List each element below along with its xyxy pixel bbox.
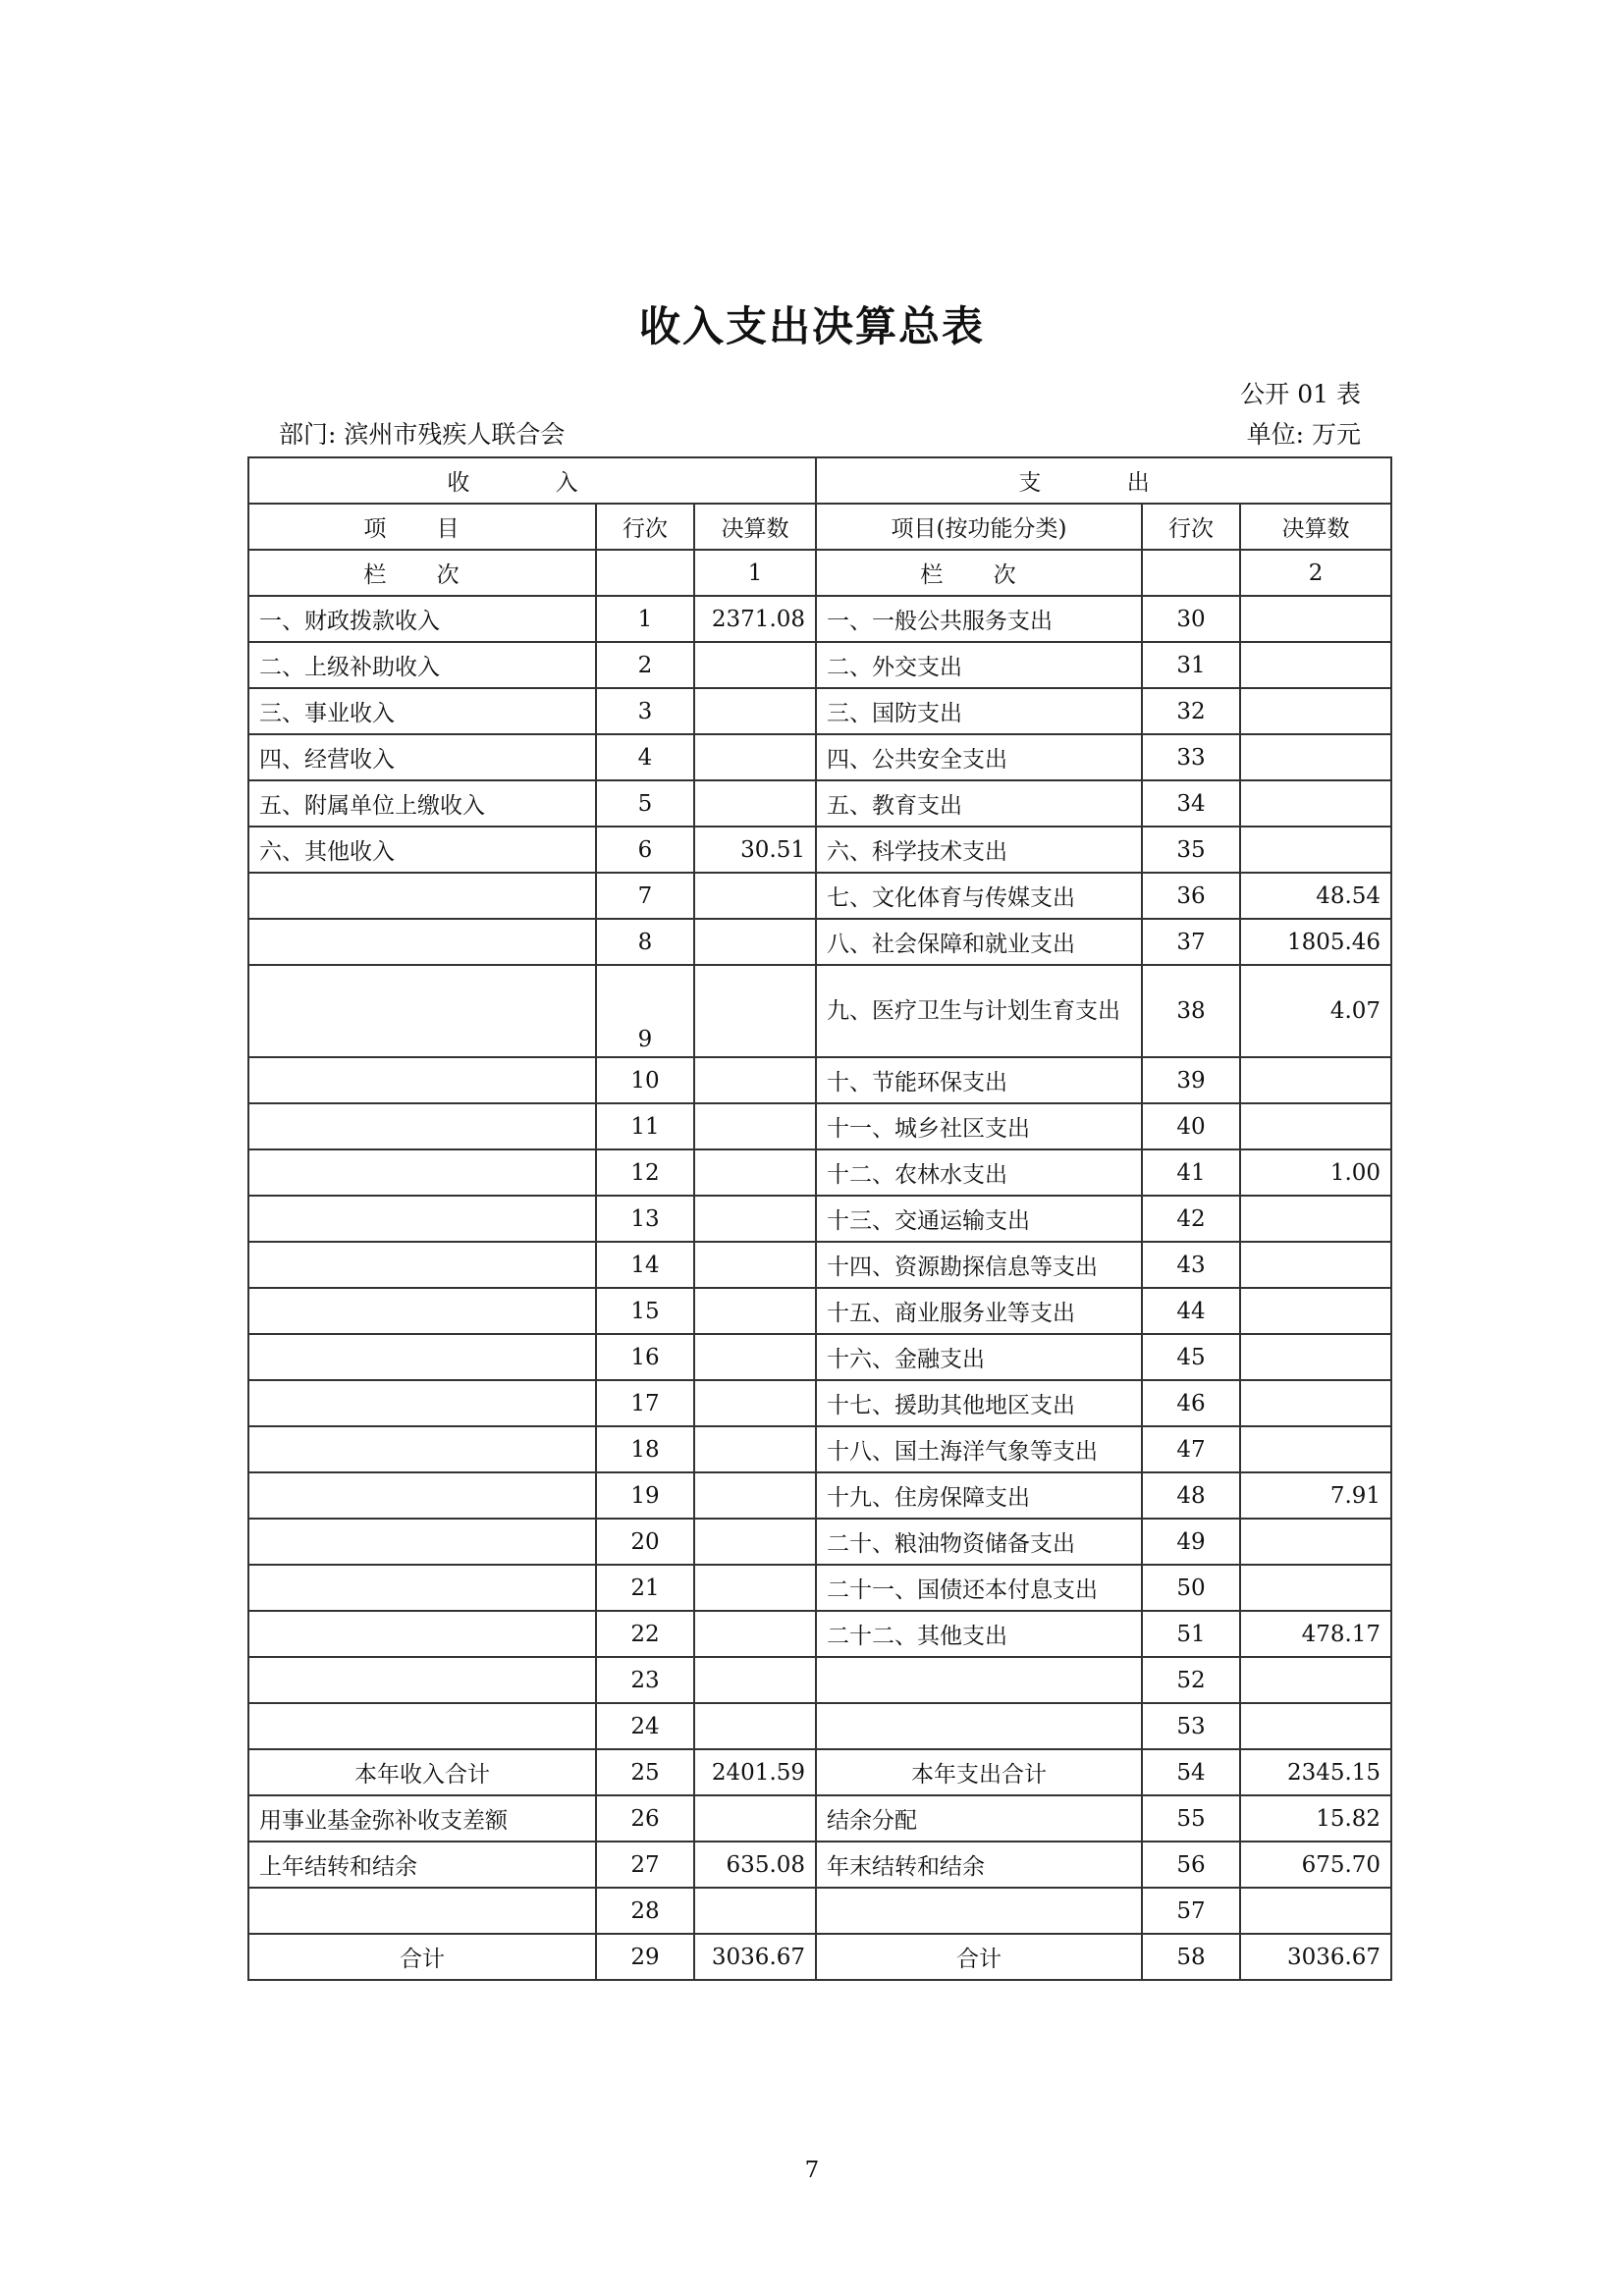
income-item-cell: [248, 1703, 596, 1749]
income-item-cell: [248, 965, 596, 1057]
income-item-cell: 四、经营收入: [248, 734, 596, 780]
income-item-cell: 三、事业收入: [248, 688, 596, 734]
income-row-no-cell: 24: [596, 1703, 694, 1749]
expense-row-no-cell: 56: [1142, 1842, 1240, 1888]
income-amount-cell: [694, 919, 816, 965]
income-row-no-cell: 7: [596, 873, 694, 919]
table-row: [248, 1288, 1391, 1334]
empty-cell: [1142, 550, 1240, 596]
income-amount-cell: [694, 1334, 816, 1380]
expense-item-cell: [816, 1888, 1142, 1934]
expense-amount-cell: [1240, 1380, 1391, 1426]
table-row: [248, 1149, 1391, 1196]
income-amount-cell: 635.08: [694, 1842, 816, 1888]
expense-row-no-cell: 51: [1142, 1611, 1240, 1657]
expense-row-no-cell: 35: [1142, 827, 1240, 873]
income-column-index: 1: [694, 550, 816, 596]
expense-row-no-cell: 46: [1142, 1380, 1240, 1426]
income-row-no-cell: 26: [596, 1795, 694, 1842]
expense-row-no-cell: 31: [1142, 642, 1240, 688]
expense-amount-cell: [1240, 1288, 1391, 1334]
expense-row-no-cell: 39: [1142, 1057, 1240, 1103]
income-item-cell: 用事业基金弥补收支差额: [248, 1795, 596, 1842]
expense-item-cell: 本年支出合计: [816, 1749, 1142, 1795]
income-amount-header: 决算数: [694, 504, 816, 550]
expense-row-no-cell: 48: [1142, 1472, 1240, 1519]
table-row: [248, 1842, 1391, 1888]
expense-row-no-cell: 57: [1142, 1888, 1240, 1934]
income-row-no-cell: 15: [596, 1288, 694, 1334]
table-row: [248, 1196, 1391, 1242]
income-item-cell: [248, 919, 596, 965]
expense-row-no-cell: 43: [1142, 1242, 1240, 1288]
expense-item-cell: 八、社会保障和就业支出: [816, 919, 1142, 965]
expense-item-cell: 年末结转和结余: [816, 1842, 1142, 1888]
expense-item-cell: 五、教育支出: [816, 780, 1142, 827]
table-body: [248, 596, 1391, 1980]
unit-label: 单位: 万元: [1246, 420, 1361, 449]
department-label: 部门: 滨州市残疾人联合会: [279, 420, 566, 449]
expense-section-header: 支 出: [816, 457, 1391, 504]
expense-amount-cell: 1805.46: [1240, 919, 1391, 965]
expense-row-no-cell: 30: [1142, 596, 1240, 642]
income-row-no-cell: 10: [596, 1057, 694, 1103]
expense-amount-cell: [1240, 1196, 1391, 1242]
expense-row-no-cell: 54: [1142, 1749, 1240, 1795]
expense-item-cell: 六、科学技术支出: [816, 827, 1142, 873]
expense-column-index: 2: [1240, 550, 1391, 596]
expense-item-cell: 十九、住房保障支出: [816, 1472, 1142, 1519]
income-amount-cell: [694, 873, 816, 919]
income-item-cell: [248, 1472, 596, 1519]
income-column-label: 栏 次: [248, 550, 596, 596]
income-row-no-cell: 17: [596, 1380, 694, 1426]
expense-item-cell: 十七、援助其他地区支出: [816, 1380, 1142, 1426]
expense-row-no-cell: 52: [1142, 1657, 1240, 1703]
expense-item-cell: 十六、金融支出: [816, 1334, 1142, 1380]
income-row-no-cell: 21: [596, 1565, 694, 1611]
expense-row-no-cell: 53: [1142, 1703, 1240, 1749]
expense-item-cell: 结余分配: [816, 1795, 1142, 1842]
income-row-no-cell: 9: [596, 965, 694, 1057]
expense-amount-cell: [1240, 1657, 1391, 1703]
income-amount-cell: [694, 1103, 816, 1149]
expense-row-no-cell: 45: [1142, 1334, 1240, 1380]
expense-row-no-cell: 40: [1142, 1103, 1240, 1149]
expense-amount-cell: [1240, 734, 1391, 780]
expense-amount-cell: [1240, 1888, 1391, 1934]
expense-item-cell: 三、国防支出: [816, 688, 1142, 734]
expense-item-cell: 十、节能环保支出: [816, 1057, 1142, 1103]
income-amount-cell: [694, 1380, 816, 1426]
budget-summary-table: [247, 456, 1392, 1981]
table-row: [248, 1749, 1391, 1795]
income-item-cell: [248, 1242, 596, 1288]
expense-item-cell: 十四、资源勘探信息等支出: [816, 1242, 1142, 1288]
income-row-no-header: 行次: [596, 504, 694, 550]
expense-amount-header: 决算数: [1240, 504, 1391, 550]
income-amount-cell: [694, 780, 816, 827]
expense-row-no-cell: 55: [1142, 1795, 1240, 1842]
income-amount-cell: [694, 1657, 816, 1703]
expense-item-cell: 十二、农林水支出: [816, 1149, 1142, 1196]
income-amount-cell: [694, 965, 816, 1057]
income-item-cell: [248, 1103, 596, 1149]
expense-row-no-cell: 38: [1142, 965, 1240, 1057]
table-row: [248, 1103, 1391, 1149]
income-item-cell: 合计: [248, 1934, 596, 1980]
income-row-no-cell: 29: [596, 1934, 694, 1980]
income-row-no-cell: 20: [596, 1519, 694, 1565]
expense-amount-cell: 675.70: [1240, 1842, 1391, 1888]
income-row-no-cell: 12: [596, 1149, 694, 1196]
table-row: [248, 1657, 1391, 1703]
income-row-no-cell: 18: [596, 1426, 694, 1472]
income-section-header: 收 入: [248, 457, 816, 504]
income-amount-cell: 2371.08: [694, 596, 816, 642]
table-row: [248, 780, 1391, 827]
expense-row-no-cell: 36: [1142, 873, 1240, 919]
income-item-cell: 一、财政拨款收入: [248, 596, 596, 642]
expense-column-label: 栏 次: [816, 550, 1142, 596]
expense-amount-cell: [1240, 1242, 1391, 1288]
table-row: [248, 1934, 1391, 1980]
expense-amount-cell: 4.07: [1240, 965, 1391, 1057]
income-row-no-cell: 28: [596, 1888, 694, 1934]
income-row-no-cell: 23: [596, 1657, 694, 1703]
income-item-cell: 六、其他收入: [248, 827, 596, 873]
income-amount-cell: 30.51: [694, 827, 816, 873]
expense-item-cell: 七、文化体育与传媒支出: [816, 873, 1142, 919]
income-row-no-cell: 11: [596, 1103, 694, 1149]
expense-item-cell: [816, 1657, 1142, 1703]
income-amount-cell: [694, 1795, 816, 1842]
income-amount-cell: [694, 642, 816, 688]
table-row: [248, 965, 1391, 1057]
expense-item-header: 项目(按功能分类): [816, 504, 1142, 550]
table-row: [248, 827, 1391, 873]
expense-item-cell: 九、医疗卫生与计划生育支出: [816, 965, 1142, 1057]
table-row: [248, 1472, 1391, 1519]
table-row: [248, 1242, 1391, 1288]
table-row: [248, 1334, 1391, 1380]
expense-amount-cell: [1240, 1565, 1391, 1611]
income-amount-cell: [694, 1565, 816, 1611]
income-amount-cell: [694, 1519, 816, 1565]
expense-row-no-header: 行次: [1142, 504, 1240, 550]
table-column-header-row: [248, 504, 1391, 550]
income-item-cell: 五、附属单位上缴收入: [248, 780, 596, 827]
table-row: [248, 1380, 1391, 1426]
income-row-no-cell: 16: [596, 1334, 694, 1380]
income-amount-cell: [694, 1149, 816, 1196]
income-item-cell: [248, 1888, 596, 1934]
expense-row-no-cell: 41: [1142, 1149, 1240, 1196]
income-item-cell: 上年结转和结余: [248, 1842, 596, 1888]
expense-row-no-cell: 32: [1142, 688, 1240, 734]
income-item-cell: [248, 1149, 596, 1196]
expense-row-no-cell: 58: [1142, 1934, 1240, 1980]
income-item-cell: 二、上级补助收入: [248, 642, 596, 688]
income-amount-cell: [694, 734, 816, 780]
expense-amount-cell: [1240, 1057, 1391, 1103]
expense-amount-cell: [1240, 1703, 1391, 1749]
expense-row-no-cell: 33: [1142, 734, 1240, 780]
table-row: [248, 688, 1391, 734]
income-row-no-cell: 13: [596, 1196, 694, 1242]
expense-row-no-cell: 49: [1142, 1519, 1240, 1565]
expense-amount-cell: 15.82: [1240, 1795, 1391, 1842]
table-row: [248, 596, 1391, 642]
table-section-header-row: [248, 457, 1391, 504]
table-row: [248, 1426, 1391, 1472]
expense-item-cell: [816, 1703, 1142, 1749]
expense-amount-cell: [1240, 827, 1391, 873]
income-item-cell: [248, 1334, 596, 1380]
income-row-no-cell: 5: [596, 780, 694, 827]
income-row-no-cell: 25: [596, 1749, 694, 1795]
table-row: [248, 1057, 1391, 1103]
income-item-cell: [248, 1657, 596, 1703]
income-amount-cell: [694, 1288, 816, 1334]
expense-row-no-cell: 50: [1142, 1565, 1240, 1611]
expense-row-no-cell: 47: [1142, 1426, 1240, 1472]
table-row: [248, 919, 1391, 965]
expense-amount-cell: 7.91: [1240, 1472, 1391, 1519]
expense-item-cell: 十三、交通运输支出: [816, 1196, 1142, 1242]
table-column-index-row: [248, 550, 1391, 596]
expense-amount-cell: [1240, 596, 1391, 642]
income-amount-cell: [694, 1703, 816, 1749]
income-item-cell: [248, 1426, 596, 1472]
expense-amount-cell: [1240, 688, 1391, 734]
income-amount-cell: [694, 1426, 816, 1472]
expense-item-cell: 二十一、国债还本付息支出: [816, 1565, 1142, 1611]
income-item-cell: [248, 1380, 596, 1426]
income-item-cell: [248, 1611, 596, 1657]
expense-amount-cell: [1240, 1334, 1391, 1380]
income-item-cell: [248, 873, 596, 919]
income-row-no-cell: 19: [596, 1472, 694, 1519]
income-item-cell: [248, 1519, 596, 1565]
table-row: [248, 1519, 1391, 1565]
expense-item-cell: 十五、商业服务业等支出: [816, 1288, 1142, 1334]
income-amount-cell: [694, 1242, 816, 1288]
expense-amount-cell: [1240, 780, 1391, 827]
expense-item-cell: 二十二、其他支出: [816, 1611, 1142, 1657]
expense-row-no-cell: 42: [1142, 1196, 1240, 1242]
income-amount-cell: [694, 1611, 816, 1657]
page-title: 收入支出决算总表: [638, 302, 985, 350]
expense-item-cell: 二十、粮油物资储备支出: [816, 1519, 1142, 1565]
expense-row-no-cell: 34: [1142, 780, 1240, 827]
table-row: [248, 642, 1391, 688]
expense-item-cell: 合计: [816, 1934, 1142, 1980]
income-row-no-cell: 2: [596, 642, 694, 688]
table-row: [248, 1611, 1391, 1657]
table-row: [248, 734, 1391, 780]
income-amount-cell: 3036.67: [694, 1934, 816, 1980]
table-row: [248, 873, 1391, 919]
income-row-no-cell: 1: [596, 596, 694, 642]
expense-item-cell: 一、一般公共服务支出: [816, 596, 1142, 642]
income-amount-cell: [694, 1888, 816, 1934]
expense-item-cell: 四、公共安全支出: [816, 734, 1142, 780]
expense-amount-cell: [1240, 642, 1391, 688]
income-item-cell: [248, 1196, 596, 1242]
income-amount-cell: [694, 1472, 816, 1519]
expense-amount-cell: [1240, 1103, 1391, 1149]
expense-amount-cell: 1.00: [1240, 1149, 1391, 1196]
income-row-no-cell: 22: [596, 1611, 694, 1657]
table-row: [248, 1703, 1391, 1749]
table-row: [248, 1888, 1391, 1934]
expense-amount-cell: 478.17: [1240, 1611, 1391, 1657]
income-row-no-cell: 27: [596, 1842, 694, 1888]
expense-amount-cell: 2345.15: [1240, 1749, 1391, 1795]
empty-cell: [596, 550, 694, 596]
table-row: [248, 1795, 1391, 1842]
expense-item-cell: 十八、国土海洋气象等支出: [816, 1426, 1142, 1472]
income-amount-cell: 2401.59: [694, 1749, 816, 1795]
expense-amount-cell: 3036.67: [1240, 1934, 1391, 1980]
expense-amount-cell: 48.54: [1240, 873, 1391, 919]
expense-row-no-cell: 44: [1142, 1288, 1240, 1334]
income-item-cell: [248, 1057, 596, 1103]
income-row-no-cell: 8: [596, 919, 694, 965]
expense-amount-cell: [1240, 1519, 1391, 1565]
income-amount-cell: [694, 1057, 816, 1103]
income-row-no-cell: 3: [596, 688, 694, 734]
form-number: 公开 01 表: [1240, 380, 1361, 408]
income-row-no-cell: 14: [596, 1242, 694, 1288]
expense-item-cell: 二、外交支出: [816, 642, 1142, 688]
table-row: [248, 1565, 1391, 1611]
page-number: 7: [804, 2158, 820, 2183]
income-row-no-cell: 4: [596, 734, 694, 780]
expense-amount-cell: [1240, 1426, 1391, 1472]
expense-row-no-cell: 37: [1142, 919, 1240, 965]
income-row-no-cell: 6: [596, 827, 694, 873]
income-item-header: 项 目: [248, 504, 596, 550]
income-item-cell: [248, 1565, 596, 1611]
income-item-cell: [248, 1288, 596, 1334]
expense-item-cell: 十一、城乡社区支出: [816, 1103, 1142, 1149]
income-amount-cell: [694, 688, 816, 734]
income-amount-cell: [694, 1196, 816, 1242]
income-item-cell: 本年收入合计: [248, 1749, 596, 1795]
